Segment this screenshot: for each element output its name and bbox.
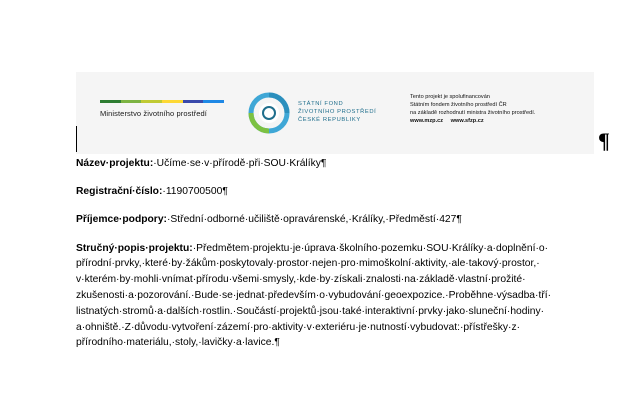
header-paragraph-mark: ¶ xyxy=(598,128,610,153)
fund-name xyxy=(298,100,376,124)
ministry-bar-segment xyxy=(141,100,162,103)
info-line: na základě rozhodnutí ministra životního prostředí. xyxy=(410,109,536,116)
text-cursor xyxy=(76,126,77,152)
info-line: Tento projekt je spolufinancován xyxy=(410,94,490,100)
registration-paragraph[interactable] xyxy=(76,184,596,199)
info-line: Státním fondem životního prostředí ČR xyxy=(410,101,507,108)
info-links xyxy=(410,118,590,126)
recipient-value: ·Střední·odborné·učiliště·opravárenské,·Králíky,·Předměstí·427¶ xyxy=(166,214,462,226)
description-paragraph[interactable] xyxy=(76,241,596,352)
description-line: ·Předmětem·projektu·je·úprava·školního·pozemku·SOU·Králíky·a·doplnění·o· xyxy=(192,242,549,254)
description-line: přírodní·prvky,·které·by·žákům·poskytovaly·prostor·nejen·pro·mimoškolní·aktivity,·ale·takový·prostor,· xyxy=(76,258,540,270)
sfzp-link[interactable]: www.sfzp.cz xyxy=(450,118,484,125)
cofinancing-info xyxy=(410,94,590,126)
fund-line: ŽIVOTNÍHO PROSTŘEDÍ xyxy=(298,109,377,115)
ministry-bar-segment xyxy=(100,100,121,103)
recipient-label: Příjemce·podpory: xyxy=(76,214,167,226)
project-name-label: Název·projektu: xyxy=(76,158,154,169)
ministry-bar-segment xyxy=(162,100,183,103)
fund-line: ČESKÉ REPUBLIKY xyxy=(298,117,361,123)
ministry-bar-segment xyxy=(183,100,204,103)
fund-logo-icon xyxy=(248,92,290,134)
ministry-label: Ministerstvo životního prostředí xyxy=(100,109,207,118)
fund-line: STÁTNÍ FOND xyxy=(298,101,344,107)
description-line: listnatých·stromů·a·dalších·rostlin.·Součástí·projektů·jsou·také·interaktivní·prvky·jako·sluneční·hodiny· xyxy=(76,305,545,317)
header-banner xyxy=(76,72,594,154)
project-name-value: ·Učíme·se·v·přírodě·při·SOU·Králíky¶ xyxy=(153,158,327,169)
registration-value: ·1190700500¶ xyxy=(162,186,228,198)
fund-logo-block xyxy=(248,92,388,136)
ministry-logo xyxy=(100,100,230,118)
description-label: Stručný·popis·projektu: xyxy=(76,242,193,254)
ministry-bar-segment xyxy=(203,100,224,103)
description-line: zkušenosti·a·pozorování.·Bude·se·jednat·především·o·vybudování·geoexpozice.·Proběhne·výsadba·tří· xyxy=(76,290,552,301)
project-name-paragraph[interactable] xyxy=(76,156,596,171)
description-line: přírodního·materiálu,·stoly,·lavičky·a·lavice.¶ xyxy=(76,337,280,349)
registration-label: Registrační·číslo: xyxy=(76,186,163,198)
document-body[interactable] xyxy=(76,156,596,364)
description-line: v·kterém·by·mohli·vnímat·přírodu·všemi·smysly,·kde·by·získali·znalosti·na·základě·vlastní·prožité· xyxy=(76,274,526,286)
mzp-link[interactable]: www.mzp.cz xyxy=(410,118,444,125)
description-line: a·ohniště.·Z·důvodu·vytvoření·zázemí·pro·aktivity·v·exteriéru·je·nutností·vybudovat:·přístřešky·z· xyxy=(76,321,521,333)
ministry-bar-segment xyxy=(121,100,142,103)
recipient-paragraph[interactable] xyxy=(76,212,596,227)
ministry-color-bar xyxy=(100,100,224,103)
